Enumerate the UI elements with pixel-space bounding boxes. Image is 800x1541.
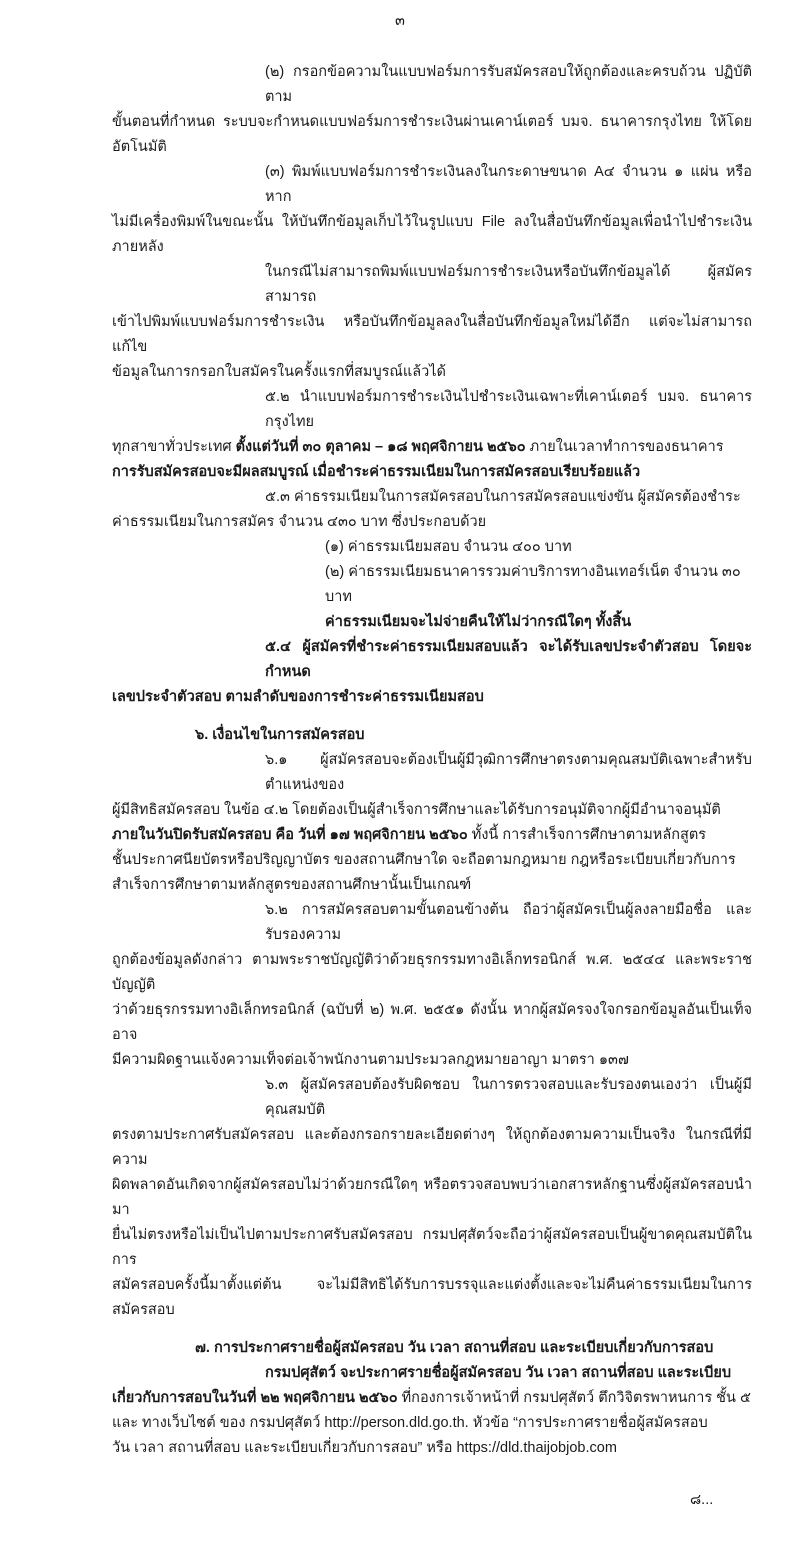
- text-segment: ที่กองการเจ้าหน้าที่ กรมปศุสัตว์ ตึกวิจิตรพาหนการ ชั้น ๕: [397, 1390, 751, 1406]
- text-line: [325, 535, 752, 560]
- text-segment: ๕.๒ นำแบบฟอร์มการชำระเงินไปชำระเงินเฉพาะที่เคาน์เตอร์ บมจ. ธนาคารกรุงไทย: [265, 389, 752, 430]
- text-segment: ๕.๓ ค่าธรรมเนียมในการสมัครสอบในการสมัครสอบแข่งขัน ผู้สมัครต้องชำระ: [265, 489, 741, 505]
- bold-text: ค่าธรรมเนียมจะไม่จ่ายคืนให้ไม่ว่ากรณีใดๆ ทั้งสิ้น: [325, 614, 632, 630]
- text-line: [265, 635, 752, 685]
- text-line: [112, 823, 752, 848]
- text-line: [112, 460, 752, 485]
- text-line: [195, 723, 752, 748]
- text-line: [112, 360, 752, 385]
- text-line: [265, 385, 752, 435]
- text-line: [112, 1173, 752, 1223]
- text-segment: ข้อมูลในการกรอกใบสมัครในครั้งแรกที่สมบูรณ์แล้วได้: [112, 364, 446, 380]
- text-segment: ไม่มีเครื่องพิมพ์ในขณะนั้น ให้บันทึกข้อมูลเก็บไว้ในรูปแบบ File ลงในสื่อบันทึกข้อมูลเพื่อนำไปชำระเงินภายหลัง: [112, 214, 752, 255]
- text-segment: เข้าไปพิมพ์แบบฟอร์มการชำระเงิน หรือบันทึกข้อมูลลงในสื่อบันทึกข้อมูลใหม่ได้อีก แต่จะไม่สามารถแก้ไข: [112, 314, 752, 355]
- text-line: [325, 560, 752, 610]
- text-line: [112, 998, 752, 1048]
- text-segment: ภายในเวลาทำการของธนาคาร: [525, 439, 724, 455]
- text-line: [112, 1273, 752, 1323]
- bold-text: ภายในวันปิดรับสมัครสอบ คือ วันที่ ๑๗ พฤศจิกายน ๒๕๖๐: [112, 827, 468, 843]
- text-segment: มีความผิดฐานแจ้งความเท็จต่อเจ้าพนักงานตามประมวลกฎหมายอาญา มาตรา ๑๓๗: [112, 1052, 629, 1068]
- text-line: [265, 748, 752, 798]
- text-segment: ผู้มีสิทธิสมัครสอบ ในข้อ ๔.๒ โดยต้องเป็นผู้สำเร็จการศึกษาและได้รับการอนุมัติจากผู้มีอำนาจอนุมัติ: [112, 802, 721, 818]
- text-line: [112, 1411, 752, 1436]
- bold-text: ๕.๔ ผู้สมัครที่ชำระค่าธรรมเนียมสอบแล้ว จะได้รับเลขประจำตัวสอบ โดยจะกำหนด: [265, 639, 752, 680]
- text-segment: ค่าธรรมเนียมในการสมัคร จำนวน ๔๓๐ บาท ซึ่งประกอบด้วย: [112, 514, 487, 530]
- text-segment: สมัครสอบครั้งนี้มาตั้งแต่ต้น จะไม่มีสิทธิได้รับการบรรจุและแต่งตั้งและจะไม่คืนค่าธรรมเนียมในการสมัครสอบ: [112, 1277, 752, 1318]
- text-segment: ๖.๑ ผู้สมัครสอบจะต้องเป็นผู้มีวุฒิการศึกษาตรงตามคุณสมบัติเฉพาะสำหรับตำแหน่งของ: [265, 752, 752, 793]
- text-line: [112, 798, 752, 823]
- bold-text: การรับสมัครสอบจะมีผลสมบูรณ์ เมื่อชำระค่าธรรมเนียมในการสมัครสอบเรียบร้อยแล้ว: [112, 464, 641, 480]
- bold-text: เลขประจำตัวสอบ ตามลำดับของการชำระค่าธรรมเนียมสอบ: [112, 689, 484, 705]
- text-segment: ๖.๓ ผู้สมัครสอบต้องรับผิดชอบ ในการตรวจสอบและรับรองตนเองว่า เป็นผู้มีคุณสมบัติ: [265, 1077, 752, 1118]
- text-line: [265, 260, 752, 310]
- text-line: [265, 485, 752, 510]
- text-line: [112, 848, 752, 873]
- text-segment: ทั้งนี้ การสำเร็จการศึกษาตามหลักสูตร: [467, 827, 707, 843]
- page-number: ๓: [395, 13, 405, 29]
- text-segment: และ ทางเว็บไซต์ ของ กรมปศุสัตว์ http://person.dld.go.th. หัวข้อ “การประกาศรายชื่อผู้สมัครสอบ: [112, 1415, 708, 1431]
- bold-text: เกี่ยวกับการสอบในวันที่ ๒๒ พฤศจิกายน ๒๕๖๐: [112, 1390, 398, 1406]
- text-line: [325, 610, 752, 635]
- text-line: [112, 873, 752, 898]
- text-segment: (๒) ค่าธรรมเนียมธนาคารรวมค่าบริการทางอินเทอร์เน็ต จำนวน ๓๐ บาท: [325, 564, 741, 605]
- text-segment: ผิดพลาดอันเกิดจากผู้สมัครสอบไม่ว่าด้วยกรณีใดๆ หรือตรวจสอบพบว่าเอกสารหลักฐานซึ่งผู้สมัครสอบนำมา: [112, 1177, 752, 1218]
- text-segment: สำเร็จการศึกษาตามหลักสูตรของสถานศึกษานั้นเป็นเกณฑ์: [112, 877, 472, 893]
- text-line: [265, 1073, 752, 1123]
- text-line: [265, 1361, 752, 1386]
- text-line: [112, 110, 752, 160]
- text-segment: ทุกสาขาทั่วประเทศ: [112, 439, 236, 455]
- text-segment: ขั้นตอนที่กำหนด ระบบจะกำหนดแบบฟอร์มการชำระเงินผ่านเคาน์เตอร์ บมจ. ธนาคารกรุงไทย ให้โดยอัตโนมัติ: [112, 114, 752, 155]
- text-line: [112, 510, 752, 535]
- document-body: [0, 60, 752, 1461]
- text-segment: ในกรณีไม่สามารถพิมพ์แบบฟอร์มการชำระเงินหรือบันทึกข้อมูลได้ ผู้สมัครสามารถ: [265, 264, 752, 305]
- text-line: [112, 1386, 752, 1411]
- text-segment: ว่าด้วยธุรกรรมทางอิเล็กทรอนิกส์ (ฉบับที่ ๒) พ.ศ. ๒๕๕๑ ดังนั้น หากผู้สมัครจงใจกรอกข้อมูลอันเป็นเท็จ อาจ: [112, 1002, 752, 1043]
- text-line: [265, 160, 752, 210]
- text-line: [195, 1336, 752, 1361]
- text-line: [112, 948, 752, 998]
- bold-text: ๗. การประกาศรายชื่อผู้สมัครสอบ วัน เวลา สถานที่สอบ และระเบียบเกี่ยวกับการสอบ: [195, 1340, 714, 1356]
- text-segment: (๒) กรอกข้อความในแบบฟอร์มการรับสมัครสอบให้ถูกต้องและครบถ้วน ปฏิบัติตาม: [265, 64, 752, 105]
- text-line: [265, 898, 752, 948]
- text-line: [112, 310, 752, 360]
- text-segment: ยื่นไม่ตรงหรือไม่เป็นไปตามประกาศรับสมัครสอบ กรมปศุสัตว์จะถือว่าผู้สมัครสอบเป็นผู้ขาดคุณสมบัติในการ: [112, 1227, 752, 1268]
- bold-text: กรมปศุสัตว์ จะประกาศรายชื่อผู้สมัครสอบ วัน เวลา สถานที่สอบ และระเบียบ: [265, 1365, 732, 1381]
- bold-text: ตั้งแต่วันที่ ๓๐ ตุลาคม – ๑๘ พฤศจิกายน ๒๕๖๐: [235, 439, 526, 455]
- text-line: [112, 1223, 752, 1273]
- text-segment: ตรงตามประกาศรับสมัครสอบ และต้องกรอกรายละเอียดต่างๆ ให้ถูกต้องตามความเป็นจริง ในกรณีที่มีความ: [112, 1127, 752, 1168]
- text-line: [112, 1048, 752, 1073]
- text-line: [112, 210, 752, 260]
- text-segment: ๖.๒ การสมัครสอบตามขั้นตอนข้างต้น ถือว่าผู้สมัครเป็นผู้ลงลายมือชื่อ และรับรองความ: [265, 902, 752, 943]
- text-segment: ถูกต้องข้อมูลดังกล่าว ตามพระราชบัญญัติว่าด้วยธุรกรรมทางอิเล็กทรอนิกส์ พ.ศ. ๒๕๔๔ และพระราชบัญญัติ: [112, 952, 752, 993]
- text-line: [265, 60, 752, 110]
- text-line: [112, 435, 752, 460]
- text-line: [112, 685, 752, 710]
- next-page-marker: ๘...: [690, 1492, 714, 1508]
- text-segment: (๑) ค่าธรรมเนียมสอบ จำนวน ๔๐๐ บาท: [325, 539, 572, 555]
- text-line: [112, 1436, 752, 1461]
- bold-text: ๖. เงื่อนไขในการสมัครสอบ: [195, 727, 365, 743]
- text-segment: ชั้นประกาศนียบัตรหรือปริญญาบัตร ของสถานศึกษาใด จะถือตามกฎหมาย กฎหรือระเบียบเกี่ยวกับการ: [112, 852, 736, 868]
- text-segment: (๓) พิมพ์แบบฟอร์มการชำระเงินลงในกระดาษขนาด A๔ จำนวน ๑ แผ่น หรือหาก: [265, 164, 752, 205]
- text-segment: วัน เวลา สถานที่สอบ และระเบียบเกี่ยวกับการสอบ” หรือ https://dld.thaijobjob.com: [112, 1440, 617, 1456]
